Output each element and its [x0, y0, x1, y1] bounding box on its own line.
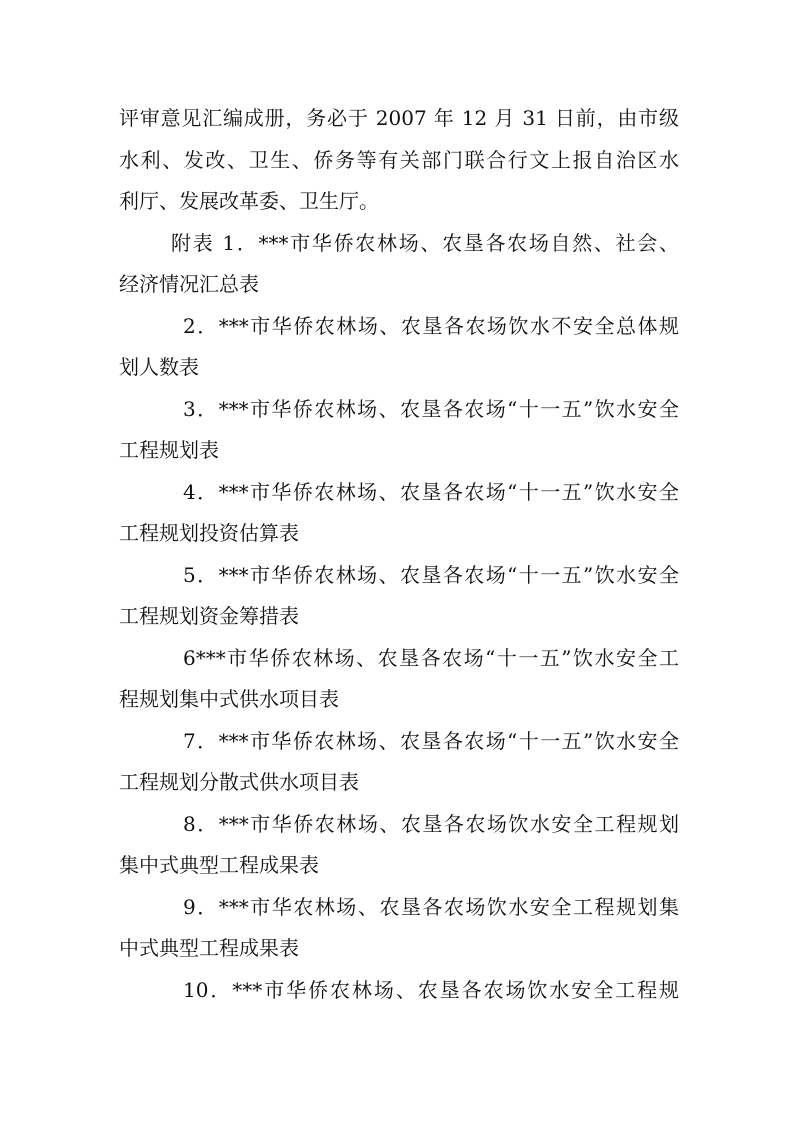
- appendix-item-2: 2．***市华侨农林场、农垦各农场饮水不安全总体规: [183, 313, 679, 338]
- paragraph-line: 水利、发改、卫生、侨务等有关部门联合行文上报自治区水: [119, 147, 679, 172]
- appendix-item-5-continued: 工程规划资金筹措表: [119, 604, 299, 628]
- appendix-item-4: 4．***市华侨农林场、农垦各农场“十一五”饮水安全: [183, 479, 679, 504]
- appendix-item-2-continued: 划人数表: [119, 355, 199, 379]
- appendix-item-5: 5．***市华侨农林场、农垦各农场“十一五”饮水安全: [183, 562, 679, 587]
- appendix-item-3: 3．***市华侨农林场、农垦各农场“十一五”饮水安全: [183, 396, 679, 421]
- appendix-item-8: 8．***市华侨农林场、农垦各农场饮水安全工程规划: [183, 811, 679, 836]
- document-body: [119, 98, 679, 1011]
- appendix-item-6-continued: 程规划集中式供水项目表: [119, 687, 339, 711]
- appendix-item-1-continued: 经济情况汇总表: [119, 272, 259, 296]
- appendix-item-9: 9．***市华农林场、农垦各农场饮水安全工程规划集: [183, 894, 679, 919]
- appendix-item-4-continued: 工程规划投资估算表: [119, 521, 299, 545]
- paragraph-line: 评审意见汇编成册，务必于 2007 年 12 月 31 日前，由市级: [119, 106, 679, 130]
- appendix-item-10: 10．***市华侨农林场、农垦各农场饮水安全工程规: [183, 977, 679, 1002]
- appendix-item-1: 附表 1．***市华侨农林场、农垦各农场自然、社会、: [171, 230, 679, 255]
- appendix-item-8-continued: 集中式典型工程成果表: [119, 853, 319, 877]
- appendix-item-7: 7．***市华侨农林场、农垦各农场“十一五”饮水安全: [183, 728, 679, 753]
- appendix-item-7-continued: 工程规划分散式供水项目表: [119, 770, 359, 794]
- appendix-item-6: 6***市华侨农林场、农垦各农场“十一五”饮水安全工: [183, 645, 679, 670]
- appendix-item-3-continued: 工程规划表: [119, 438, 219, 462]
- appendix-item-9-continued: 中式典型工程成果表: [119, 936, 299, 960]
- paragraph-line: 利厅、发展改革委、卫生厅。: [119, 189, 379, 213]
